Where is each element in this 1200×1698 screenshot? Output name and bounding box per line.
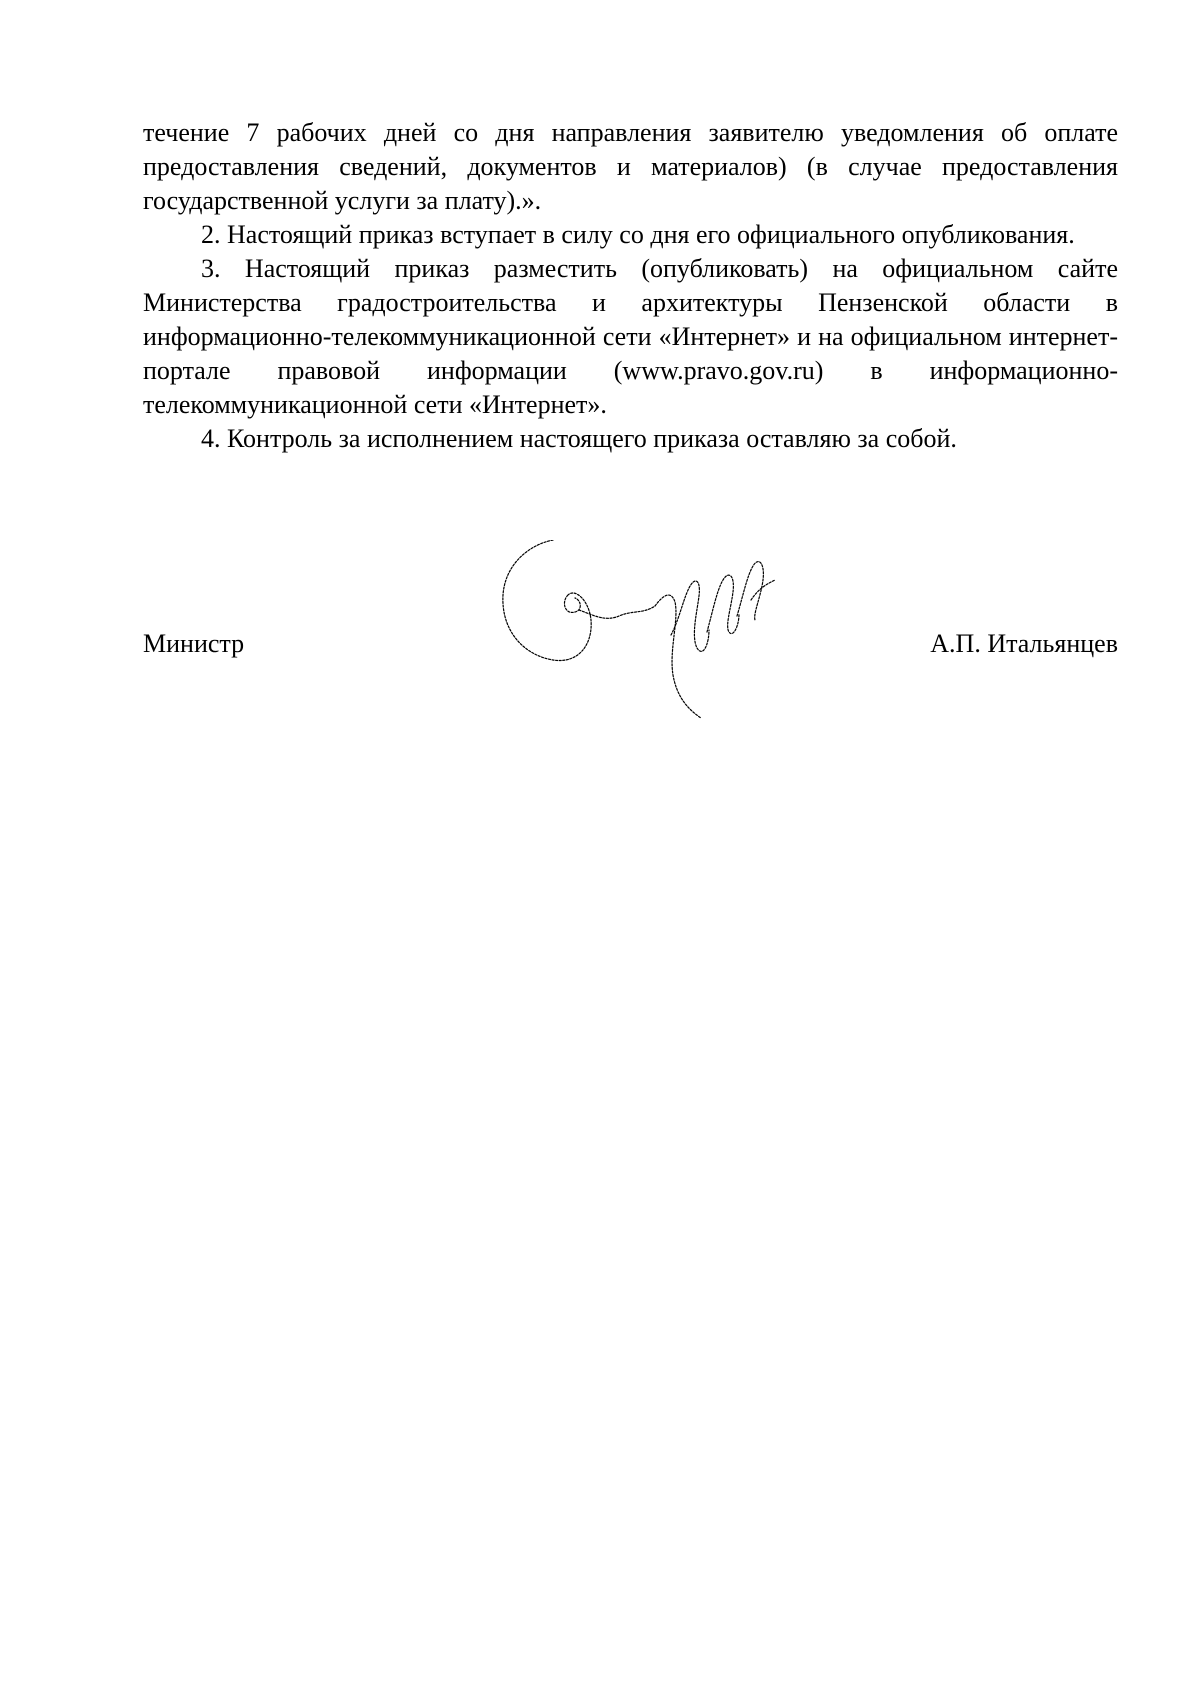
signatory-name: А.П. Итальянцев <box>930 629 1118 658</box>
handwritten-signature-icon <box>493 540 913 740</box>
paragraph-item-4: 4. Контроль за исполнением настоящего приказа оставляю за собой. <box>201 424 957 453</box>
paragraph-continuation: течение 7 рабочих дней со дня направления заявителю уведомления об оплате предоставления сведений, документов и материалов) (в случае предоставления государственной услуги за плату).». <box>143 118 1118 215</box>
paragraph-item-3: 3. Настоящий приказ разместить (опубликовать) на официальном сайте Министерства градостроительства и архитектуры Пензенской области в информационно-телекоммуникационной сети «Интернет» и на официальном интернет-портале правовой информации (www.pravo.gov.ru) в информационно-телекоммуникационной сети «Интернет». <box>143 254 1118 419</box>
paragraph-item-2: 2. Настоящий приказ вступает в силу со дня его официального опубликования. <box>201 220 1075 249</box>
document-body <box>143 116 1118 456</box>
signatory-position: Министр <box>143 629 245 658</box>
signature-block <box>143 540 1118 760</box>
